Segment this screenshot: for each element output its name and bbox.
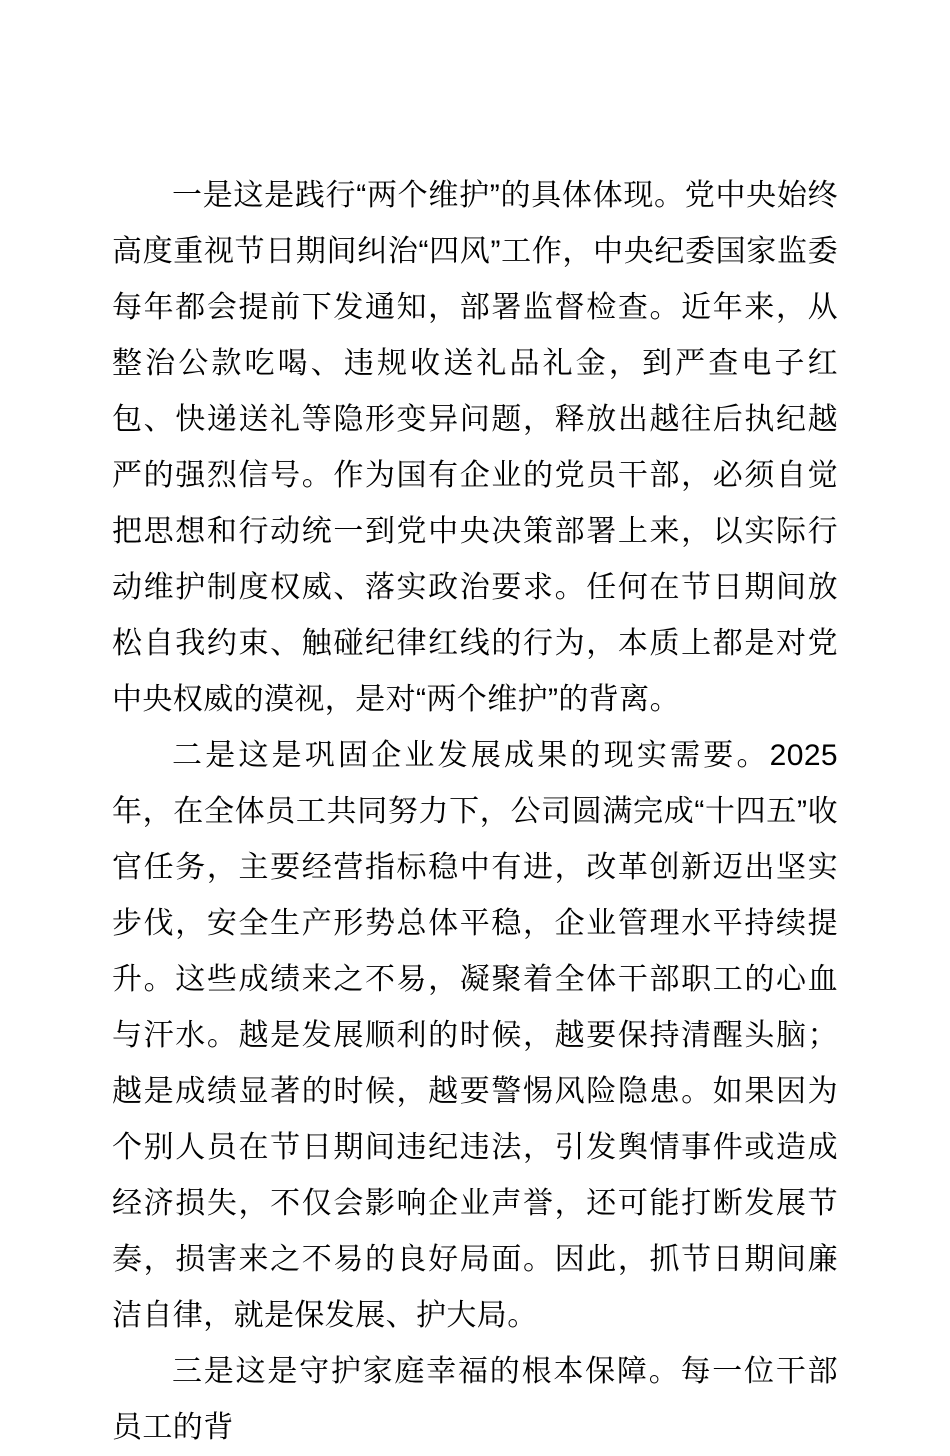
paragraph-3: 三是这是守护家庭幸福的根本保障。每一位干部员工的背: [112, 1355, 838, 1444]
document-body: [112, 168, 838, 1456]
paragraph-1: 一是这是践行“两个维护”的具体体现。党中央始终高度重视节日期间纠治“四风”工作，中央纪委国家监委每年都会提前下发通知，部署监督检查。近年来，从整治公款吃喝、违规收送礼品礼金，到严查电子红包、快递送礼等隐形变异问题，释放出越往后执纪越严的强烈信号。作为国有企业的党员干部，必须自觉把思想和行动统一到党中央决策部署上来，以实际行动维护制度权威、落实政治要求。任何在节日期间放松自我约束、触碰纪律红线的行为，本质上都是对党中央权威的漠视，是对“两个维护”的背离。: [112, 179, 838, 716]
paragraph-2: 二是这是巩固企业发展成果的现实需要。2025 年，在全体员工共同努力下，公司圆满完成“十四五”收官任务，主要经营指标稳中有进，改革创新迈出坚实步伐，安全生产形势总体平稳，企业管理水平持续提升。这些成绩来之不易，凝聚着全体干部职工的心血与汗水。越是发展顺利的时候，越要保持清醒头脑；越是成绩显著的时候，越要警惕风险隐患。如果因为个别人员在节日期间违纪违法，引发舆情事件或造成经济损失，不仅会影响企业声誉，还可能打断发展节奏，损害来之不易的良好局面。因此，抓节日期间廉洁自律，就是保发展、护大局。: [112, 739, 838, 1332]
